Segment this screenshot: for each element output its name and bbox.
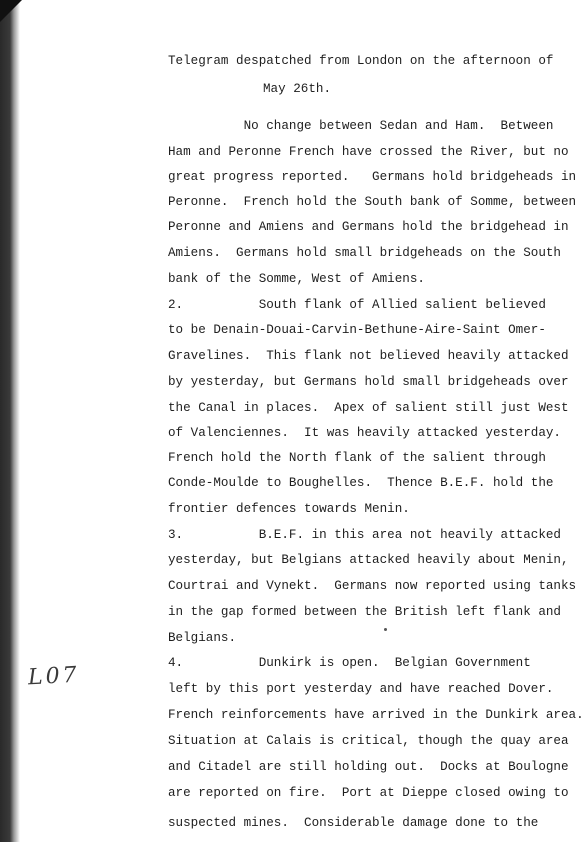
- body-line: suspected mines. Considerable damage done to the: [168, 816, 539, 830]
- body-line: No change between Sedan and Ham. Between: [168, 119, 554, 133]
- body-line: the Canal in places. Apex of salient still just West: [168, 401, 569, 415]
- body-line: frontier defences towards Menin.: [168, 502, 410, 516]
- body-line: Peronne. French hold the South bank of Somme, between: [168, 195, 577, 209]
- body-line: Conde-Moulde to Boughelles. Thence B.E.F. hold the: [168, 476, 554, 490]
- body-line: great progress reported. Germans hold bridgeheads in: [168, 170, 577, 184]
- telegram-heading: Telegram despatched from London on the afternoon of: [168, 54, 554, 68]
- body-line: of Valenciennes. It was heavily attacked yesterday.: [168, 426, 561, 440]
- body-line: French hold the North flank of the salient through: [168, 451, 546, 465]
- body-line: are reported on fire. Port at Dieppe closed owing to: [168, 786, 569, 800]
- body-line: in the gap formed between the British left flank and: [168, 605, 561, 619]
- body-line: Ham and Peronne French have crossed the River, but no: [168, 145, 569, 159]
- body-line: Peronne and Amiens and Germans hold the bridgehead in: [168, 220, 569, 234]
- body-line: yesterday, but Belgians attacked heavily about Menin,: [168, 553, 569, 567]
- body-line: and Citadel are still holding out. Docks at Boulogne: [168, 760, 569, 774]
- handwritten-margin-note: L07: [27, 662, 81, 691]
- body-line: Belgians.: [168, 631, 237, 645]
- paragraph-2-line: 2. South flank of Allied salient believed: [168, 298, 546, 312]
- body-line: Gravelines. This flank not believed heavily attacked: [168, 349, 569, 363]
- scan-speck: [384, 628, 387, 631]
- body-line: Situation at Calais is critical, though the quay area: [168, 734, 569, 748]
- scan-shadow-edge: [0, 0, 20, 842]
- body-line: French reinforcements have arrived in the Dunkirk area.: [168, 708, 584, 722]
- paragraph-4-line: 4. Dunkirk is open. Belgian Government: [168, 656, 531, 670]
- scan-corner: [0, 0, 22, 22]
- body-line: left by this port yesterday and have reached Dover.: [168, 682, 554, 696]
- body-line: by yesterday, but Germans hold small bridgeheads over: [168, 375, 569, 389]
- body-line: Amiens. Germans hold small bridgeheads on the South: [168, 246, 561, 260]
- body-line: bank of the Somme, West of Amiens.: [168, 272, 425, 286]
- body-line: Courtrai and Vynekt. Germans now reported using tanks: [168, 579, 577, 593]
- paragraph-3-line: 3. B.E.F. in this area not heavily attacked: [168, 528, 561, 542]
- body-line: to be Denain-Douai-Carvin-Bethune-Aire-Saint Omer-: [168, 323, 546, 337]
- telegram-date: May 26th.: [262, 82, 332, 96]
